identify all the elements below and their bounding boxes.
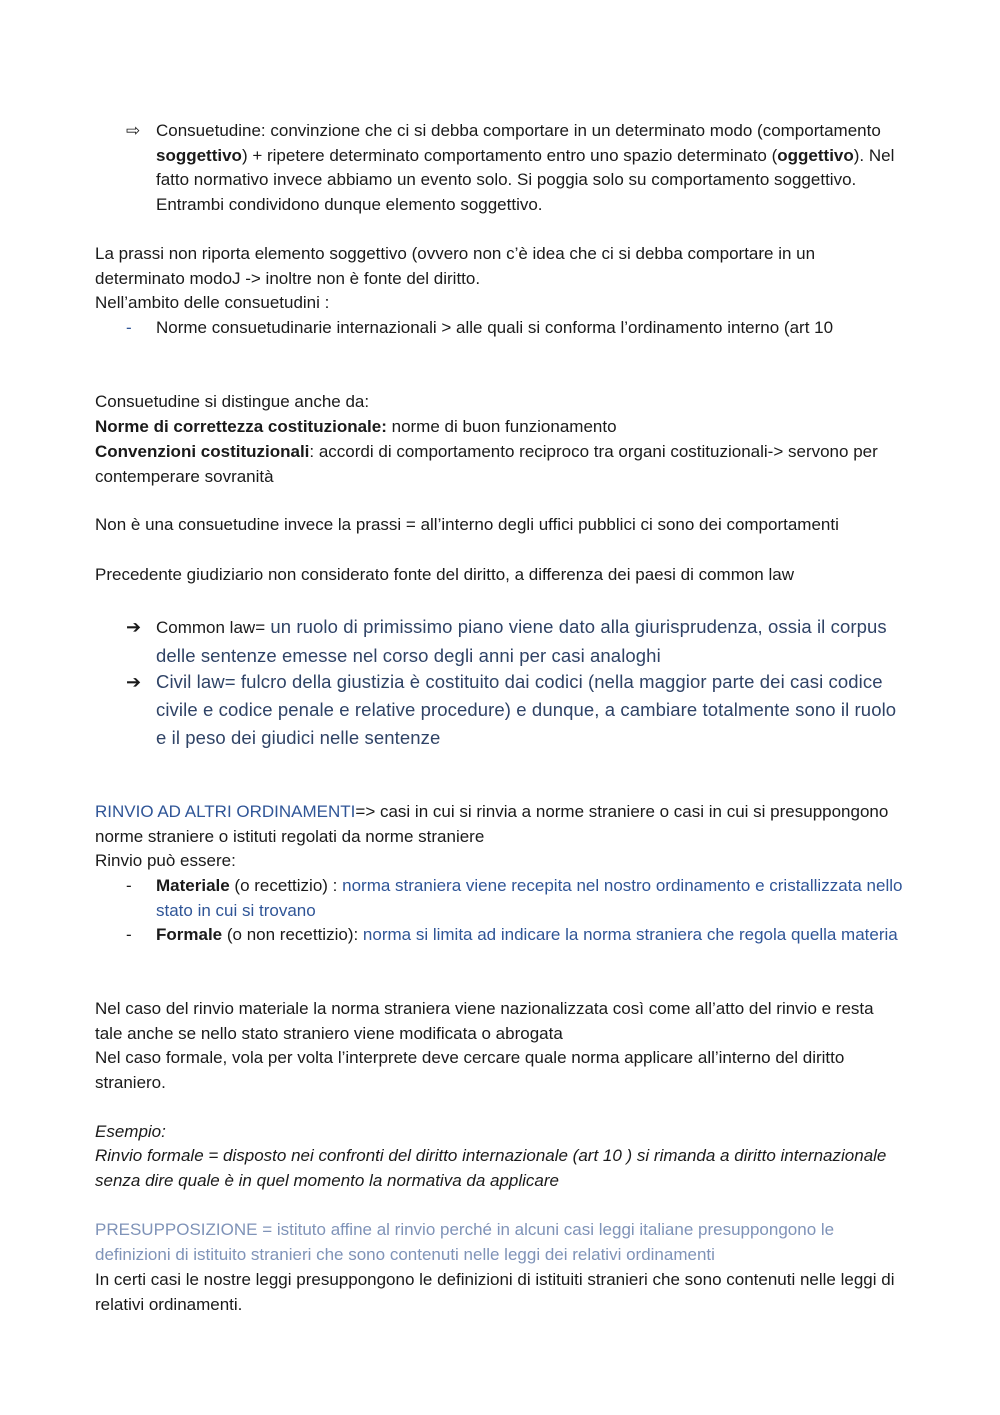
- non-consuetudine-paragraph: Non è una consuetudine invece la prassi = all’interno degli uffici pubblici ci sono dei comportamenti: [95, 515, 839, 534]
- ambito-paragraph: Nell’ambito delle consuetudini :: [95, 293, 330, 312]
- materiale-text: Materiale (o recettizio) : norma straniera viene recepita nel nostro ordinamento e cristallizzata nello stato in cui si trovano: [156, 876, 903, 920]
- norme-text: Norme consuetudinarie internazionali > alle quali si conforma l’ordinamento interno (art 10: [156, 318, 834, 337]
- precedente-paragraph: Precedente giudiziario non considerato fonte del diritto, a differenza dei paesi di common law: [95, 565, 794, 584]
- correttezza-paragraph: Norme di correttezza costituzionale: norme di buon funzionamento: [95, 417, 617, 436]
- arrow-right-icon: ➔: [126, 617, 142, 637]
- prassi-paragraph: La prassi non riporta elemento soggettivo (ovvero non c’è idea che ci si debba comportare in un determinato modoJ -> inoltre non è fonte del diritto.: [95, 244, 816, 288]
- convenzioni-paragraph: Convenzioni costituzionali: accordi di comportamento reciproco tra organi costituzionali-> servono per contemperare sovranità: [95, 442, 878, 486]
- esempio-label: Esempio:: [95, 1122, 166, 1141]
- esempio-text: Rinvio formale = disposto nei confronti del diritto internazionale (art 10 ) si rimanda a diritto internazionale senza dire quale è in quel momento la normativa da applicare: [95, 1146, 887, 1190]
- presupposizione-plain-paragraph: In certi casi le nostre leggi presuppongono le definizioni di istituiti stranieri che sono contenuti nelle leggi di relativi ordinamenti.: [95, 1270, 895, 1314]
- common-law-text: Common law= un ruolo di primissimo piano viene dato alla giurisprudenza, ossia il corpus delle sentenze emesse nel corso degli anni per casi analoghi: [156, 616, 887, 666]
- presupposizione-paragraph: PRESUPPOSIZIONE = istituto affine al rinvio perché in alcuni casi leggi italiane presuppongono le definizioni di istituito stranieri che sono contenuti nelle leggi dei relativi ordinamenti: [95, 1220, 835, 1264]
- distingue-intro: Consuetudine si distingue anche da:: [95, 392, 370, 411]
- arrow-right-icon: ➔: [126, 672, 142, 692]
- caso-formale-paragraph: Nel caso formale, vola per volta l’interprete deve cercare quale norma applicare all’interno del diritto straniero.: [95, 1048, 845, 1092]
- rinvio-intro: Rinvio può essere:: [95, 851, 236, 870]
- dash-bullet-icon: -: [126, 876, 132, 895]
- dash-bullet-icon: -: [126, 925, 132, 944]
- caso-materiale-paragraph: Nel caso del rinvio materiale la norma straniera viene nazionalizzata così come all’atto del rinvio e resta tale anche se nello stato straniero viene modificata o abrogata: [95, 999, 874, 1043]
- rinvio-heading: RINVIO AD ALTRI ORDINAMENTI: [95, 802, 356, 821]
- rinvio-paragraph: RINVIO AD ALTRI ORDINAMENTI=> casi in cui si rinvia a norme straniere o casi in cui si presuppongono norme straniere o istituti regolati da norme straniere: [95, 802, 889, 846]
- formale-text: Formale (o non recettizio): norma si limita ad indicare la norma straniera che regola quella materia: [156, 925, 898, 944]
- arrow-outline-icon: ⇨: [126, 121, 141, 140]
- consuetudine-text: Consuetudine: convinzione che ci si debba comportare in un determinato modo (comportamento soggettivo) + ripetere determinato comportamento entro uno spazio determinato (oggettivo). Nel fatto normativo invece abbiamo un evento solo. Si poggia solo su comportamento soggettivo. Entrambi condividono dunque elemento soggettivo.: [156, 121, 895, 214]
- civil-law-text: Civil law= fulcro della giustizia è costituito dai codici (nella maggior parte dei casi codice civile e codice penale e relative procedure) e dunque, a cambiare totalmente sono il ruolo e il peso dei giudici nelle sentenze: [156, 671, 897, 748]
- dash-bullet-icon: -: [126, 318, 132, 337]
